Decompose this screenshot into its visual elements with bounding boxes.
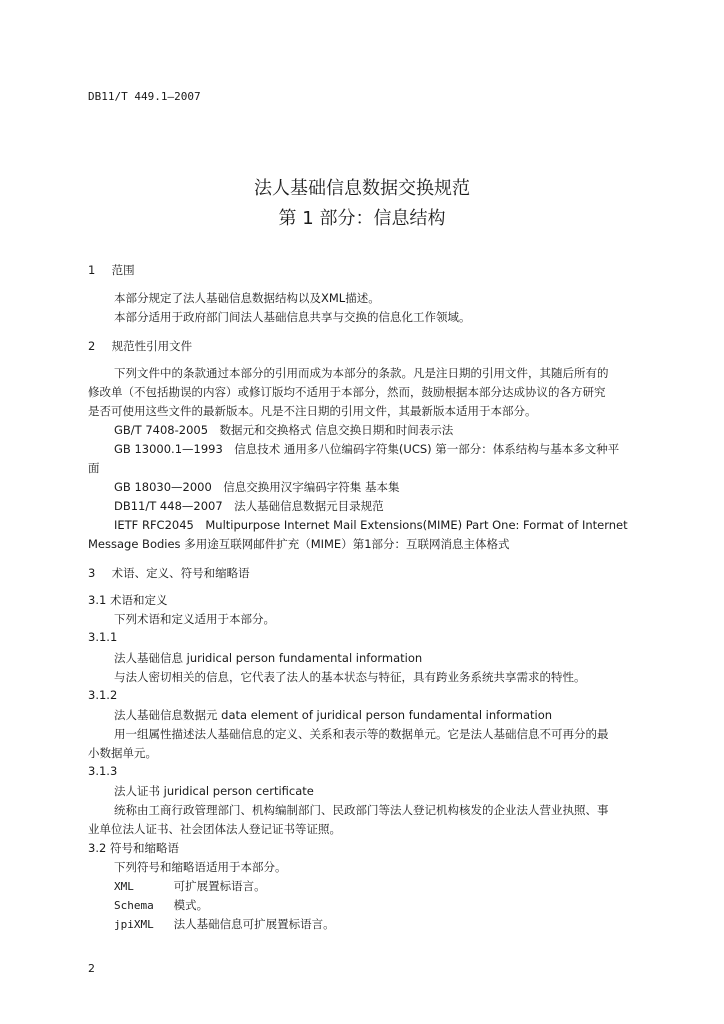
reference-item-continuation: 面: [88, 461, 100, 475]
paragraph: 本部分适用于政府部门间法人基础信息共享与交换的信息化工作领域。: [114, 310, 471, 324]
symbol-row: [114, 878, 266, 894]
term-entry: 法人证书 juridical person certificate: [114, 784, 314, 798]
paragraph-line: 是否可使用这些文件的最新版本。凡是不注日期的引用文件，其最新版本适用于本部分。: [88, 404, 537, 418]
reference-item: GB/T 7408-2005 数据元和交换格式 信息交换日期和时间表示法: [114, 423, 454, 437]
symbol-row: [114, 897, 208, 913]
term-entry: 法人基础信息 juridical person fundamental information: [114, 651, 423, 665]
reference-item: DB11/T 448—2007 法人基础信息数据元目录规范: [114, 499, 384, 513]
document-subtitle: 第 1 部分：信息结构: [278, 208, 446, 229]
reference-item-continuation: Message Bodies 多用途互联网邮件扩充（MIME）第1部分：互联网消息主体格式: [88, 537, 510, 551]
section-number: 3: [88, 566, 96, 580]
clause-number: 3.1.2: [88, 688, 118, 702]
symbol-desc: 模式。: [173, 898, 209, 912]
symbol-row: [114, 916, 335, 932]
document-title: 法人基础信息数据交换规范: [254, 178, 470, 199]
reference-item: GB 18030—2000 信息交换用汉字编码字符集 基本集: [114, 480, 400, 494]
paragraph-line: 下列文件中的条款通过本部分的引用而成为本部分的条款。凡是注日期的引用文件，其随后所有的: [114, 366, 609, 380]
section-1-heading: [88, 262, 135, 278]
document-header-id: DB11/T 449.1—2007: [88, 90, 201, 103]
symbol-key: XML: [114, 880, 134, 893]
clause-number: 3.1.1: [88, 630, 118, 644]
section-title: 术语、定义、符号和缩略语: [111, 566, 250, 580]
term-entry: 法人基础信息数据元 data element of juridical person fundamental information: [114, 708, 553, 722]
symbol-desc: 法人基础信息可扩展置标语言。: [173, 917, 335, 931]
section-number: 1: [88, 263, 96, 277]
symbol-desc: 可扩展置标语言。: [173, 879, 266, 893]
symbol-key: Schema: [114, 899, 154, 912]
subsection-heading: 3.2 符号和缩略语: [88, 841, 179, 855]
section-2-heading: [88, 338, 192, 354]
subsection-heading: 3.1 术语和定义: [88, 593, 168, 607]
paragraph: 下列符号和缩略语适用于本部分。: [114, 860, 287, 874]
section-number: 2: [88, 339, 96, 353]
symbol-key: jpiXML: [114, 918, 154, 931]
paragraph-line: 修改单（不包括勘误的内容）或修订版均不适用于本部分，然而，鼓励根据本部分达成协议的各方研究: [88, 385, 606, 399]
section-3-heading: [88, 565, 250, 581]
clause-number: 3.1.3: [88, 764, 118, 778]
term-definition-continuation: 业单位法人证书、社会团体法人登记证书等证照。: [88, 822, 341, 836]
term-definition-continuation: 小数据单元。: [88, 746, 157, 760]
paragraph: 下列术语和定义适用于本部分。: [114, 612, 275, 626]
section-title: 范围: [111, 263, 135, 277]
section-title: 规范性引用文件: [111, 339, 193, 353]
term-definition: 用一组属性描述法人基础信息的定义、关系和表示等的数据单元。它是法人基础信息不可再分的最: [114, 727, 609, 741]
paragraph: 本部分规定了法人基础信息数据结构以及XML描述。: [114, 291, 380, 305]
page-number: 2: [88, 962, 95, 975]
term-definition: 与法人密切相关的信息，它代表了法人的基本状态与特征，具有跨业务系统共享需求的特性。: [114, 670, 586, 684]
reference-item: IETF RFC2045 Multipurpose Internet Mail Extensions(MIME) Part One: Format of Internet: [114, 518, 628, 532]
reference-item: GB 13000.1—1993 信息技术 通用多八位编码字符集(UCS) 第一部分：体系结构与基本多文种平: [114, 442, 620, 456]
term-definition: 统称由工商行政管理部门、机构编制部门、民政部门等法人登记机构核发的企业法人营业执照、事: [114, 803, 609, 817]
